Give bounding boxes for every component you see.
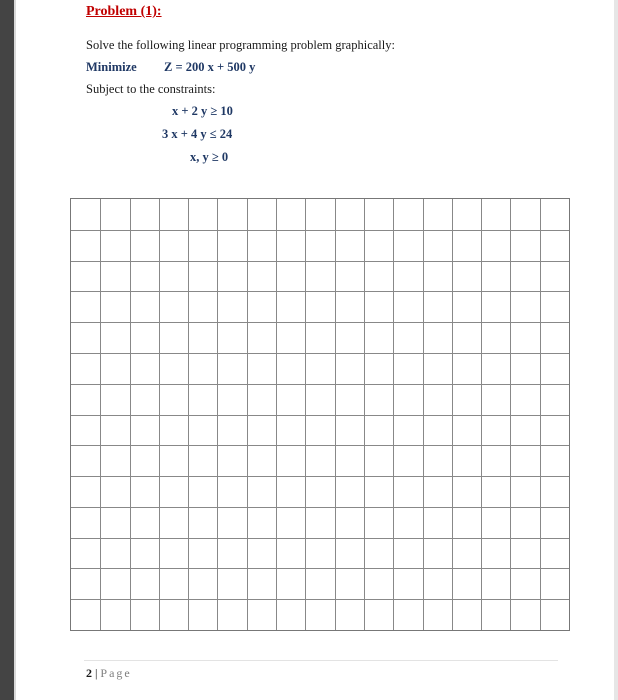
grid-horizontal-line [71, 476, 569, 477]
grid-horizontal-line [71, 261, 569, 262]
objective-function: Z = 200 x + 500 y [164, 60, 256, 74]
page-label: Page [100, 666, 132, 680]
subject-to-label: Subject to the constraints: [86, 82, 216, 96]
grid-horizontal-line [71, 445, 569, 446]
right-edge [614, 0, 618, 700]
grid-horizontal-line [71, 322, 569, 323]
footer-rule [84, 660, 558, 661]
objective-label: Minimize [86, 60, 137, 74]
page-footer [86, 666, 132, 681]
grid-horizontal-line [71, 538, 569, 539]
grid-horizontal-line [71, 507, 569, 508]
constraint-2: 3 x + 4 y ≤ 24 [162, 127, 233, 141]
graph-paper-grid [70, 198, 570, 631]
grid-horizontal-line [71, 353, 569, 354]
grid-horizontal-line [71, 384, 569, 385]
page-number: 2 [86, 666, 92, 680]
problem-intro: Solve the following linear programming problem graphically: [86, 38, 395, 52]
objective-row [86, 60, 256, 75]
grid-horizontal-line [71, 599, 569, 600]
grid-horizontal-line [71, 291, 569, 292]
problem-title: Problem (1): [86, 4, 162, 19]
grid-horizontal-line [71, 568, 569, 569]
grid-horizontal-line [71, 230, 569, 231]
constraint-nonnegativity: x, y ≥ 0 [190, 150, 229, 164]
grid-horizontal-line [71, 415, 569, 416]
left-border [0, 0, 14, 700]
left-border-gap [14, 0, 16, 700]
constraint-1: x + 2 y ≥ 10 [172, 104, 233, 118]
footer-separator: | [92, 666, 101, 680]
